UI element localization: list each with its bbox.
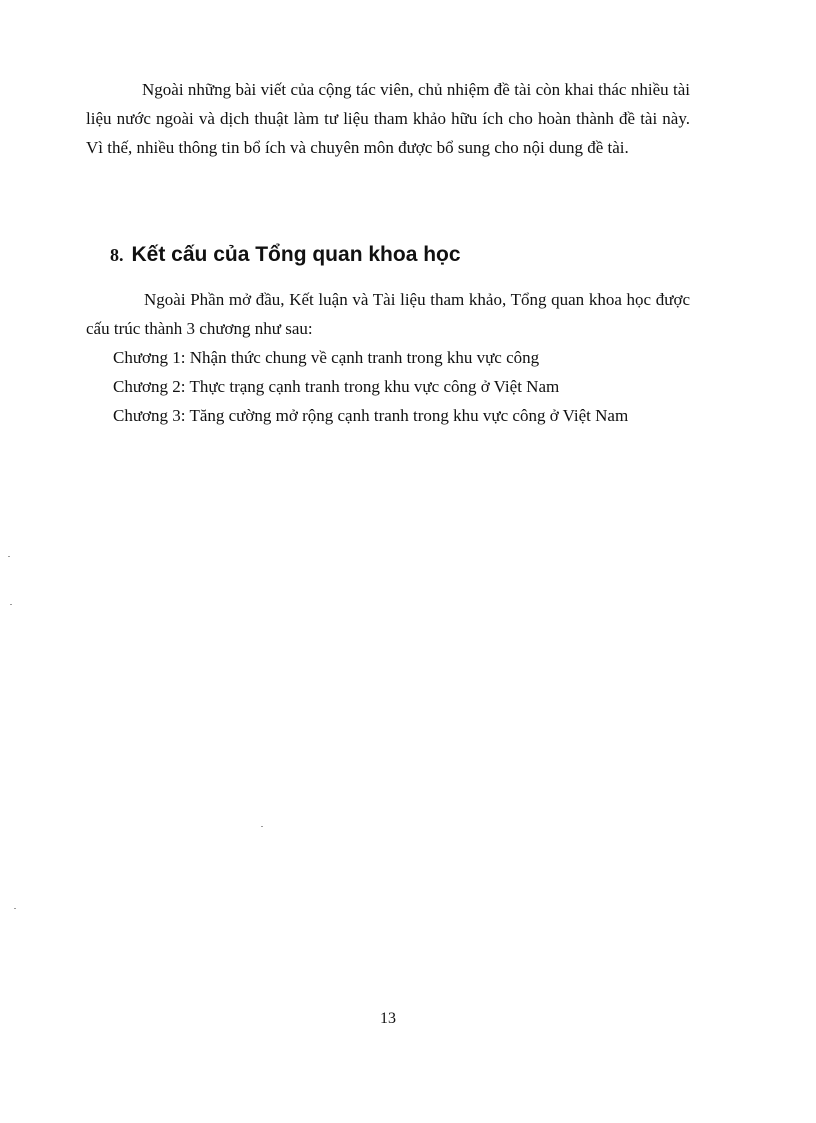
chapter-item: Chương 1: Nhận thức chung về cạnh tranh trong khu vực công <box>113 348 540 367</box>
page-number: 13 <box>380 1010 396 1027</box>
scan-speck <box>8 556 10 557</box>
section-heading <box>110 240 461 270</box>
scan-speck <box>10 604 12 605</box>
chapter-item: Chương 3: Tăng cường mở rộng cạnh tranh trong khu vực công ở Việt Nam <box>113 406 629 425</box>
section-number: 8. <box>110 245 124 265</box>
intro-paragraph: Ngoài những bài viết của cộng tác viên, chủ nhiệm đề tài còn khai thác nhiều tài liệu nước ngoài và dịch thuật làm tư liệu tham khảo hữu ích cho hoàn thành đề tài này. Vì thế, nhiều thông tin bổ ích và chuyên môn được bổ sung cho nội dung đề tài. <box>86 80 690 157</box>
chapter-item: Chương 2: Thực trạng cạnh tranh trong khu vực công ở Việt Nam <box>113 377 560 396</box>
scan-speck <box>261 826 263 827</box>
section-title: Kết cấu của Tổng quan khoa học <box>131 243 461 266</box>
scan-speck <box>14 908 16 909</box>
structure-paragraph: Ngoài Phần mở đầu, Kết luận và Tài liệu tham khảo, Tổng quan khoa học được cấu trúc thành 3 chương như sau: <box>86 290 690 338</box>
chapter-list <box>113 343 628 430</box>
